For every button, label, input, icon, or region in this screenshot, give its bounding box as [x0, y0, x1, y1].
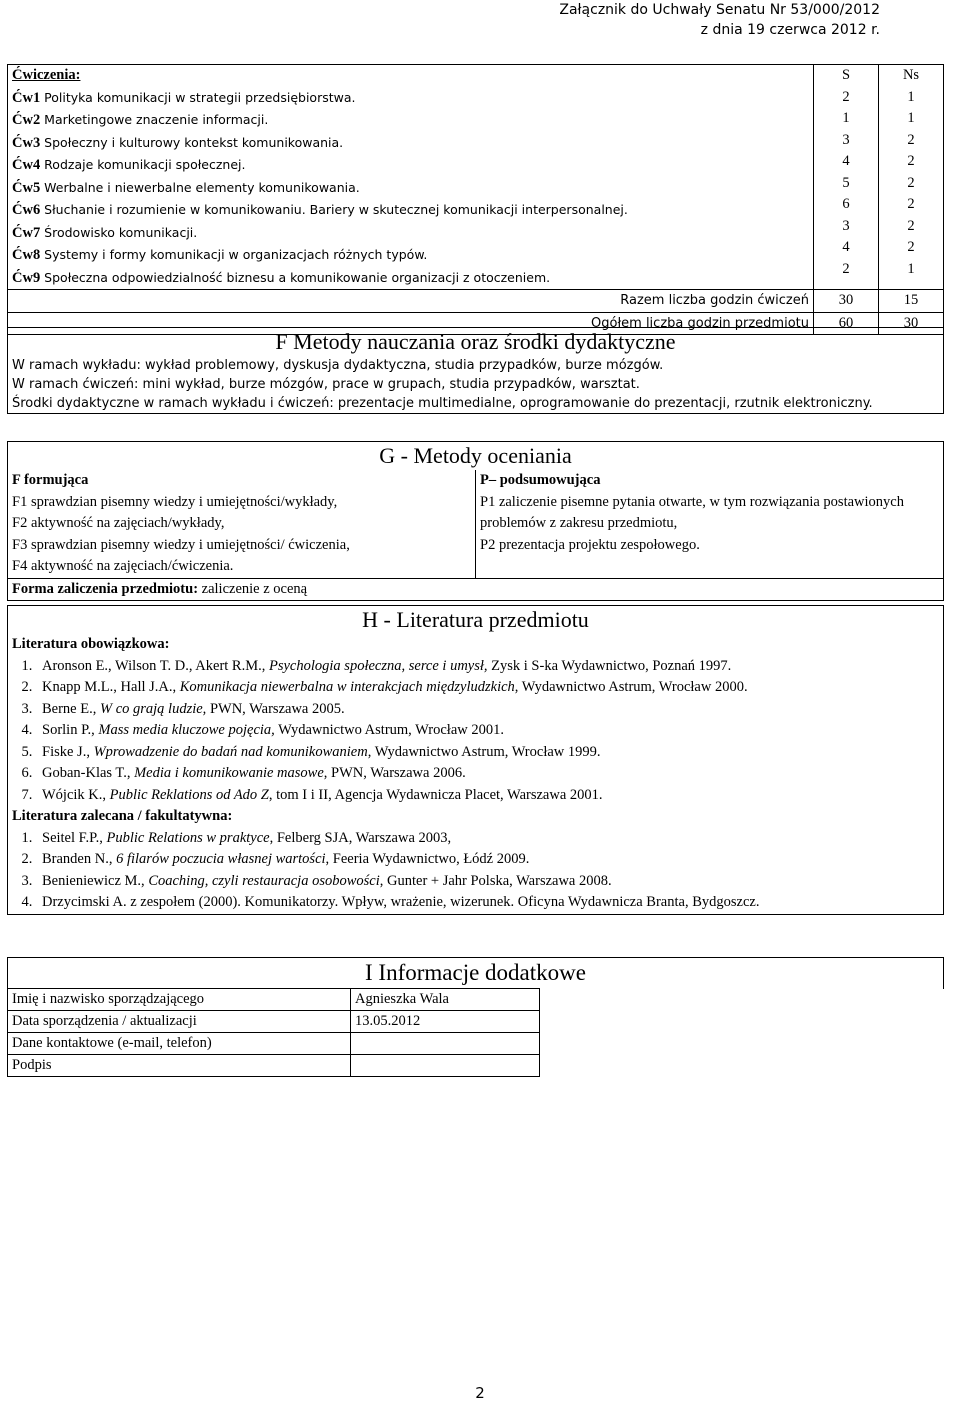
list-item: 4. Sorlin P., Mass media kluczowe pojęcia, Wydawnictwo Astrum, Wrocław 2001. [36, 720, 939, 742]
list-item: 5. Fiske J., Wprowadzenie do badań nad komunikowaniem, Wydawnictwo Astrum, Wrocław 1999. [36, 742, 939, 764]
s-value: 2 [842, 260, 850, 277]
info-label: Dane kontaktowe (e-mail, telefon) [8, 1033, 351, 1055]
s-value: 3 [842, 217, 850, 234]
form-value: zaliczenie z oceną [198, 580, 308, 597]
s-value: 1 [842, 110, 850, 126]
form-of-credit [8, 578, 944, 601]
formative-item: F1 sprawdzian pisemny wiedzy i umiejętności/wykłady, [12, 493, 338, 510]
exercise-item: Ćw6 Słuchanie i rozumienie w komunikowaniu. Bariery w skutecznej komunikacji interpersonalnej. [12, 202, 628, 218]
sum-ns: 15 [879, 290, 944, 313]
list-item: 3. Berne E., W co grają ludzie, PWN, Warszawa 2005. [36, 699, 939, 721]
info-row [8, 1011, 944, 1033]
ns-header: Ns [902, 67, 920, 83]
document-header [559, 0, 880, 40]
info-value [351, 1033, 540, 1055]
section-f-exercises: W ramach ćwiczeń: mini wykład, burze mózgów, prace w grupach, studia przypadków, warsztat. [12, 377, 640, 392]
ns-value: 2 [907, 196, 915, 212]
exercise-item: Ćw1 Polityka komunikacji w strategii przedsiębiorstwa. [12, 89, 356, 106]
summative-item: P1 zaliczenie pisemne pytania otwarte, w tym rozwiązania postawionych problemów z zakresu przedmiotu, [480, 493, 904, 531]
summative-box [476, 470, 944, 578]
info-label: Imię i nazwisko sporządzającego [8, 989, 351, 1011]
s-column [814, 65, 879, 290]
exercise-item: Ćw8 Systemy i formy komunikacji w organizacjach różnych typów. [12, 247, 428, 263]
info-row [8, 1055, 944, 1077]
info-value [351, 1055, 540, 1077]
list-item: 1. Seitel F.P., Public Relations w praktyce, Felberg SJA, Warszawa 2003, [36, 828, 939, 850]
list-item: 1. Aronson E., Wilson T. D., Akert R.M., Psychologia społeczna, serce i umysł, Zysk i S-ka Wydawnictwo, Poznań 1997. [36, 656, 939, 678]
header-line-1: Załącznik do Uchwały Senatu Nr 53/000/2012 [559, 2, 880, 18]
ns-value: 2 [907, 153, 915, 169]
ns-value: 2 [907, 131, 915, 148]
s-value: 5 [842, 174, 850, 191]
summative-item: P2 prezentacja projektu zespołowego. [480, 536, 700, 553]
section-i [7, 957, 944, 1077]
info-value: Agnieszka Wala [351, 989, 540, 1011]
formative-item: F4 aktywność na zajęciach/ćwiczenia. [12, 558, 234, 574]
exercises-list [8, 65, 814, 290]
section-f [7, 327, 944, 414]
page-number: 2 [475, 1384, 485, 1402]
s-value: 6 [842, 196, 850, 212]
ns-value: 2 [907, 239, 915, 255]
summative-title: P– podsumowująca [480, 472, 601, 488]
exercise-item: Ćw7 Środowisko komunikacji. [12, 224, 198, 241]
s-value: 4 [842, 239, 850, 255]
list-item: 2. Knapp M.L., Hall J.A., Komunikacja niewerbalna w interakcjach międzyludzkich, Wydawnictwo Astrum, Wrocław 2000. [36, 677, 939, 699]
required-literature-title: Literatura obowiązkowa: [12, 636, 170, 652]
list-item: 4. Drzycimski A. z zespołem (2000). Komunikatorzy. Wpływ, wrażenie, wizerunek. Oficyna Wydawnicza Branta, Bydgoszcz. [36, 892, 939, 914]
exercise-item: Ćw9 Społeczna odpowiedzialność biznesu a komunikowanie organizacji z otoczeniem. [12, 269, 551, 286]
info-label: Podpis [8, 1055, 351, 1077]
optional-literature-list [12, 828, 939, 914]
section-f-lecture: W ramach wykładu: wykład problemowy, dyskusja dydaktyczna, studia przypadków, burze mózgów. [12, 358, 664, 373]
form-label: Forma zaliczenia przedmiotu: [12, 580, 199, 597]
optional-literature-title: Literatura zalecana / fakultatywna: [12, 808, 233, 824]
section-f-means: Środki dydaktyczne w ramach wykładu i ćwiczeń: prezentacje multimedialne, oprogramowanie do prezentacji, rzutnik elektroniczny. [12, 396, 873, 411]
list-item: 6. Goban-Klas T., Media i komunikowanie masowe, PWN, Warszawa 2006. [36, 763, 939, 785]
exercises-title: Ćwiczenia: [12, 67, 81, 83]
section-i-title: I Informacje dodatkowe [365, 960, 586, 985]
section-g-title: G - Metody oceniania [379, 443, 572, 468]
ns-value: 1 [907, 88, 915, 105]
ns-value: 1 [907, 260, 915, 277]
total-ns: 30 [879, 312, 944, 335]
formative-item: F3 sprawdzian pisemny wiedzy i umiejętności/ ćwiczenia, [12, 536, 350, 553]
s-value: 4 [842, 153, 850, 169]
total-s: 60 [814, 312, 879, 335]
list-item: 3. Benieniewicz M., Coaching, czyli restauracja osobowości, Gunter + Jahr Polska, Warszawa 2008. [36, 871, 939, 893]
exercise-item: Ćw5 Werbalne i niewerbalne elementy komunikowania. [12, 179, 360, 196]
section-h-title: H - Literatura przedmiotu [362, 607, 589, 632]
header-line-2: z dnia 19 czerwca 2012 r. [700, 22, 880, 38]
list-item: 7. Wójcik K., Public Reklations od Ado Z, tom I i II, Agencja Wydawnicza Placet, Warszawa 2001. [36, 785, 939, 807]
ns-value: 1 [907, 110, 915, 126]
ns-column [879, 65, 944, 290]
info-row [8, 989, 944, 1011]
info-label: Data sporządzenia / aktualizacji [8, 1011, 351, 1033]
ns-value: 2 [907, 174, 915, 191]
formative-item: F2 aktywność na zajęciach/wykłady, [12, 515, 225, 531]
section-f-title: F Metody nauczania oraz środki dydaktyczne [275, 329, 676, 354]
required-literature-list [12, 656, 939, 807]
formative-title: F formująca [12, 472, 89, 488]
sum-label: Razem liczba godzin ćwiczeń [8, 290, 814, 313]
info-value: 13.05.2012 [351, 1011, 540, 1033]
section-h [7, 605, 944, 915]
exercise-item: Ćw2 Marketingowe znaczenie informacji. [12, 112, 269, 128]
section-g [7, 441, 944, 601]
exercise-item: Ćw3 Społeczny i kulturowy kontekst komunikowania. [12, 134, 344, 151]
exercises-table [7, 64, 944, 335]
s-value: 2 [842, 88, 850, 105]
list-item: 2. Branden N., 6 filarów poczucia własnej wartości, Feeria Wydawnictwo, Łódź 2009. [36, 849, 939, 871]
info-row [8, 1033, 944, 1055]
s-value: 3 [842, 131, 850, 148]
sum-s: 30 [814, 290, 879, 313]
formative-box [8, 470, 476, 578]
total-label: Ogółem liczba godzin przedmiotu [8, 312, 814, 335]
s-header: S [841, 67, 851, 83]
exercise-item: Ćw4 Rodzaje komunikacji społecznej. [12, 157, 246, 173]
ns-value: 2 [907, 217, 915, 234]
